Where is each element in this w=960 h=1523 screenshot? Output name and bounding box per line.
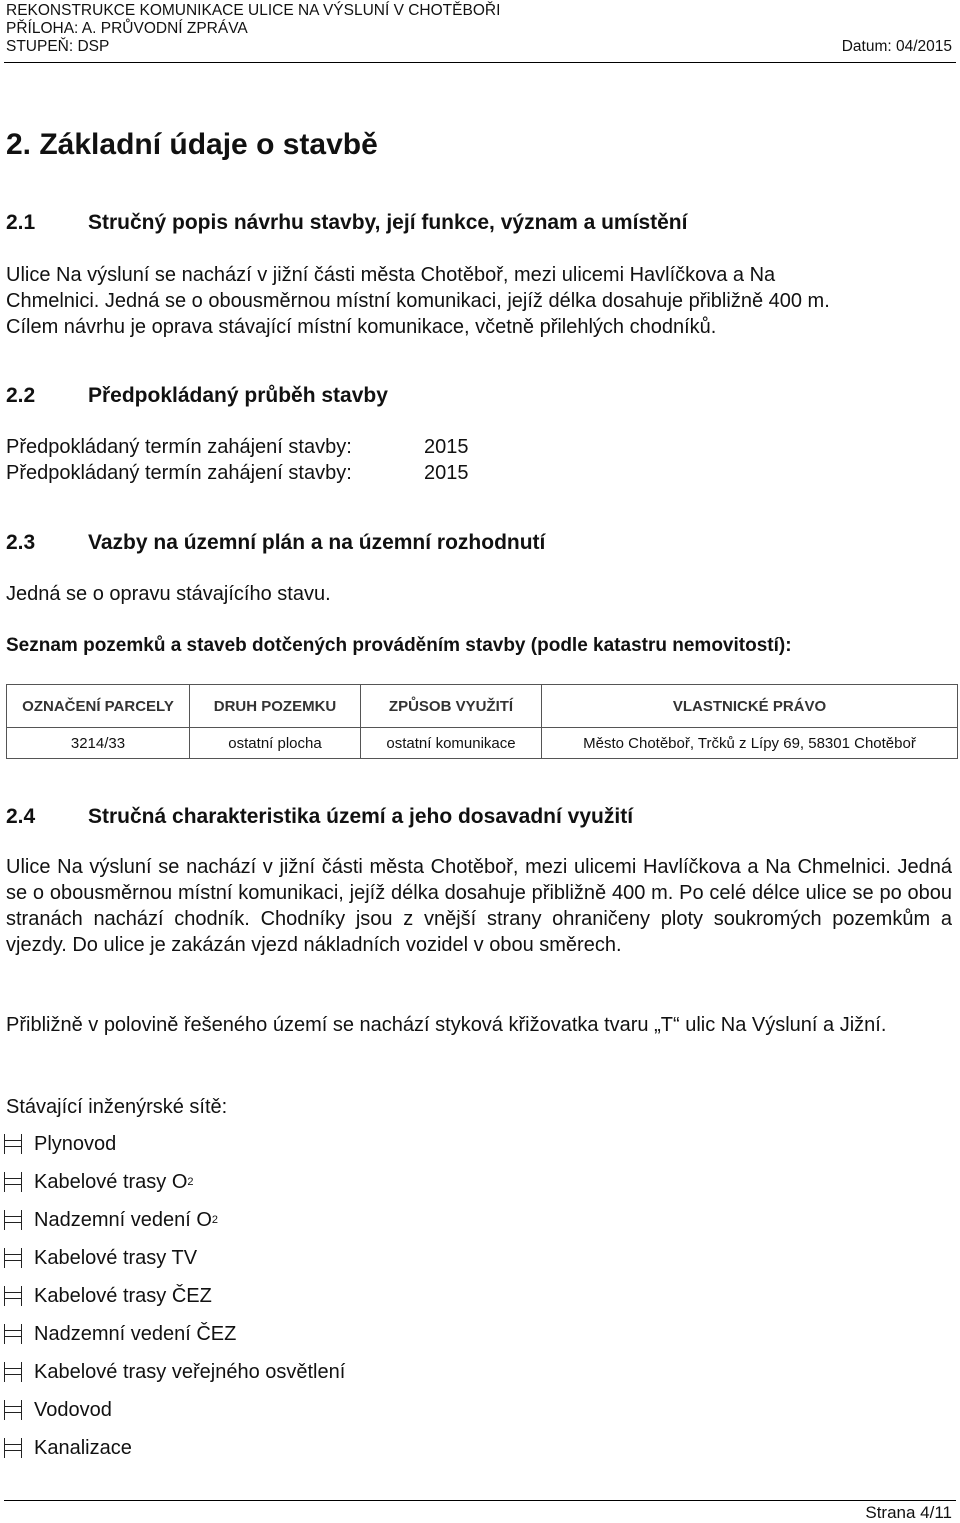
page-number: Strana 4/11 — [865, 1503, 952, 1522]
section-title: Vazby na územní plán a na územní rozhodnutí — [88, 531, 546, 554]
parcel-table — [6, 684, 958, 759]
list-item — [4, 1125, 345, 1163]
section-number: 2.1 — [6, 211, 36, 234]
section-number: 2.4 — [6, 805, 36, 828]
paragraph-line: Cílem návrhu je oprava stávající místní komunikace, včetně přilehlých chodníků. — [6, 316, 717, 338]
section-2-1-text — [6, 262, 952, 340]
list-bullet-icon — [4, 1324, 22, 1344]
header-date: Datum: 04/2015 — [841, 38, 952, 55]
parcel-list-title: Seznam pozemků a staveb dotčených prováděním stavby (podle katastru nemovitostí): — [6, 635, 792, 656]
column-header: VLASTNICKÉ PRÁVO — [542, 685, 958, 728]
list-item-text: Kabelové trasy TV — [34, 1246, 198, 1269]
section-number: 2.3 — [6, 531, 36, 554]
list-item-text: Kabelové trasy ČEZ — [34, 1284, 212, 1307]
footer-divider — [4, 1500, 956, 1501]
section-2-4-paragraph: Ulice Na výsluní se nachází v jižní části města Chotěboř, mezi ulicemi Havlíčkova a Na Chmelnici. Jedná se o obousměrnou místní komunikaci, jejíž délka dosahuje přibližně 400 m. Po celé délce ulice se po obou stranách nachází chodník. Chodníky jsou z vnější strany ohraničeny ploty soukromých pozemkům a vjezdy. Do ulice je zakázán vjezd nákladních vozidel v obou směrech. — [6, 856, 952, 956]
list-item — [4, 1277, 345, 1315]
list-item — [4, 1315, 345, 1353]
list-item-text: Nadzemní vedení O — [34, 1208, 212, 1231]
list-bullet-icon — [4, 1210, 22, 1230]
header-stage: STUPEŇ: DSP — [6, 38, 110, 55]
list-item — [4, 1429, 345, 1467]
list-bullet-icon — [4, 1400, 22, 1420]
column-header: ZPŮSOB VYUŽITÍ — [361, 685, 542, 728]
table-cell: ostatní plocha — [190, 728, 361, 759]
list-item-text: Kabelové trasy veřejného osvětlení — [34, 1360, 346, 1383]
list-item — [4, 1353, 345, 1391]
header-divider — [4, 62, 956, 63]
list-item — [4, 1239, 345, 1277]
list-item-text: Kanalizace — [34, 1436, 132, 1459]
table-row — [7, 728, 958, 759]
paragraph-line: Ulice Na výsluní se nachází v jižní části města Chotěboř, mezi ulicemi Havlíčkova a Na — [6, 264, 776, 286]
section-title: Stručný popis návrhu stavby, její funkce, význam a umístění — [88, 211, 688, 234]
list-item-subscript: 2 — [187, 1176, 194, 1188]
networks-title: Stávající inženýrské sítě: — [6, 1096, 228, 1118]
schedule-row — [6, 460, 952, 486]
list-bullet-icon — [4, 1286, 22, 1306]
list-bullet-icon — [4, 1134, 22, 1154]
list-item-text: Nadzemní vedení ČEZ — [34, 1322, 237, 1345]
section-heading-2-3 — [6, 531, 545, 555]
section-2-3-text: Jedná se o opravu stávajícího stavu. — [6, 583, 331, 605]
section-heading-2-2 — [6, 384, 388, 408]
table-cell: 3214/33 — [7, 728, 190, 759]
table-cell: Město Chotěboř, Trčků z Lípy 69, 58301 Chotěboř — [542, 728, 958, 759]
schedule-label: Předpokládaný termín zahájení stavby: — [6, 462, 352, 484]
list-item — [4, 1163, 345, 1201]
paragraph-line: Chmelnici. Jedná se o obousměrnou místní komunikaci, jejíž délka dosahuje přibližně 400 m. — [6, 290, 830, 312]
list-item-text: Kabelové trasy O — [34, 1170, 188, 1193]
section-heading-2-1 — [6, 211, 687, 235]
header-attachment: PŘÍLOHA: A. PRŮVODNÍ ZPRÁVA — [6, 20, 248, 37]
schedule-label: Předpokládaný termín zahájení stavby: — [6, 436, 352, 458]
list-item-subscript: 2 — [211, 1214, 218, 1226]
section-title: Stručná charakteristika území a jeho dosavadní využití — [88, 805, 634, 828]
list-bullet-icon — [4, 1248, 22, 1268]
schedule-value: 2015 — [424, 436, 469, 458]
schedule-block — [6, 434, 952, 486]
column-header: OZNAČENÍ PARCELY — [7, 685, 190, 728]
header-meta-row — [6, 38, 952, 56]
header-project-title: REKONSTRUKCE KOMUNIKACE ULICE NA VÝSLUNÍ V CHOTĚBOŘI — [6, 2, 501, 19]
list-item — [4, 1201, 345, 1239]
list-item-text: Vodovod — [34, 1398, 112, 1421]
schedule-value: 2015 — [424, 462, 469, 484]
table-header-row — [7, 685, 958, 728]
list-bullet-icon — [4, 1172, 22, 1192]
chapter-title: 2. Základní údaje o stavbě — [6, 128, 378, 161]
document-header — [6, 2, 952, 56]
list-bullet-icon — [4, 1362, 22, 1382]
table-cell: ostatní komunikace — [361, 728, 542, 759]
list-item-text: Plynovod — [34, 1132, 117, 1155]
section-2-4-paragraph-2: Přibližně v polovině řešeného území se nachází styková křižovatka tvaru „T“ ulic Na Výsluní a Jižní. — [6, 1014, 887, 1036]
section-heading-2-4 — [6, 805, 633, 829]
section-title: Předpokládaný průběh stavby — [88, 384, 388, 407]
section-number: 2.2 — [6, 384, 36, 407]
column-header: DRUH POZEMKU — [190, 685, 361, 728]
list-bullet-icon — [4, 1438, 22, 1458]
networks-list — [4, 1125, 345, 1467]
schedule-row — [6, 434, 952, 460]
list-item — [4, 1391, 345, 1429]
